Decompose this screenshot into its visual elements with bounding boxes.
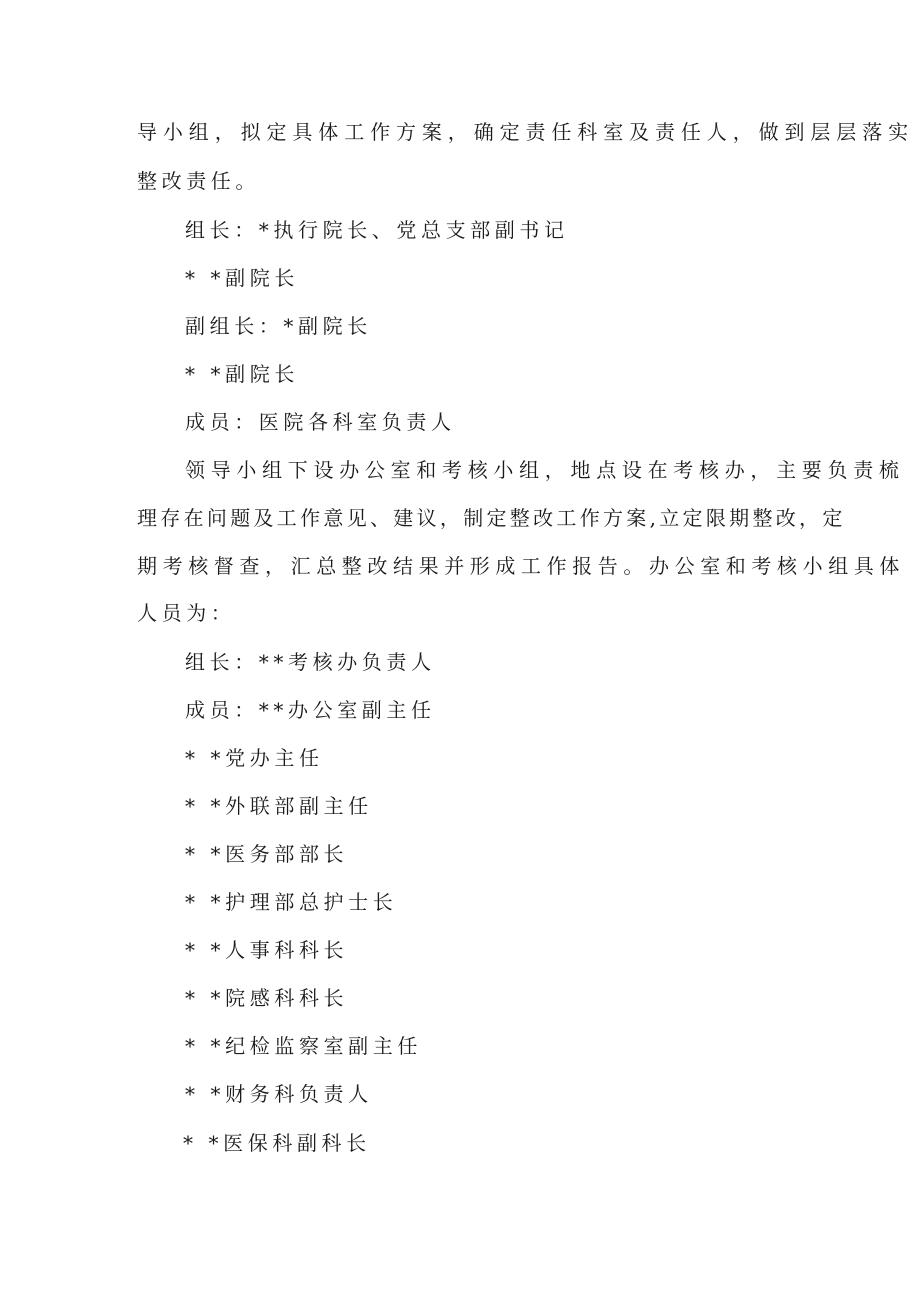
office-member: * *医务部部长 <box>185 842 349 866</box>
office-paragraph-line-1: 领导小组下设办公室和考核小组，地点设在考核办，主要负责梳 <box>185 458 905 482</box>
leadership-deputy-leader: 副组长：*副院长 <box>185 314 372 338</box>
office-group-leader: 组长：**考核办负责人 <box>185 650 436 674</box>
office-member: * *护理部总护士长 <box>185 890 398 914</box>
office-member: * *医保科副科长 <box>183 1131 371 1155</box>
office-paragraph-line-2: 理存在问题及工作意见、建议，制定整改工作方案,立定限期整改，定 <box>137 506 846 530</box>
office-member: * *人事科科长 <box>185 938 349 962</box>
office-member: * *外联部副主任 <box>185 794 373 818</box>
office-group-members-label: 成员：**办公室副主任 <box>185 698 436 722</box>
office-member: * *财务科负责人 <box>185 1082 373 1106</box>
office-paragraph-line-3: 期考核督查，汇总整改结果并形成工作报告。办公室和考核小组具体 <box>137 554 905 578</box>
intro-paragraph-line-2: 整改责任。 <box>137 169 260 193</box>
leadership-deputy-leader-extra: * *副院长 <box>185 362 299 386</box>
office-paragraph-line-4: 人员为： <box>137 601 236 625</box>
office-member: * *党办主任 <box>185 746 324 770</box>
leadership-leader-extra: * *副院长 <box>185 266 299 290</box>
leadership-leader: 组长：*执行院长、党总支部副书记 <box>185 218 569 242</box>
intro-paragraph-line-1: 导小组，拟定具体工作方案，确定责任科室及责任人，做到层层落实 <box>137 120 914 144</box>
office-member: * *院感科科长 <box>185 986 349 1010</box>
office-member: * *纪检监察室副主任 <box>185 1034 422 1058</box>
leadership-members: 成员：医院各科室负责人 <box>185 410 456 434</box>
